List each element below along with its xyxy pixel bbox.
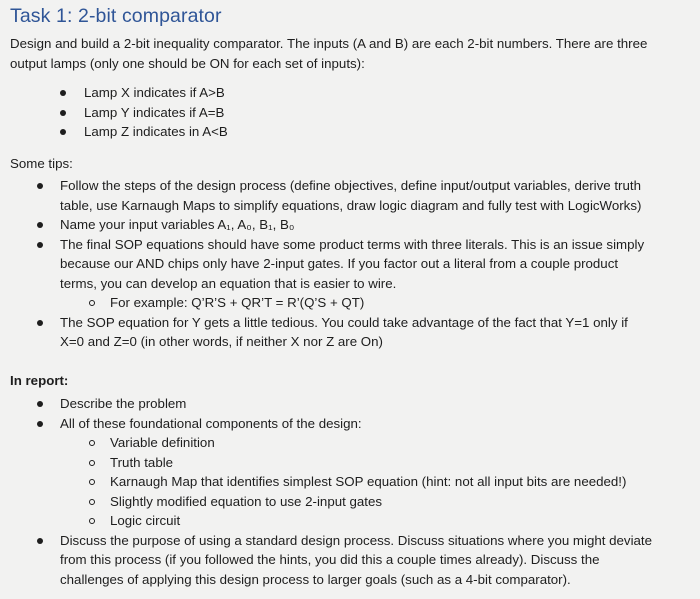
- report-item-text: All of these foundational components of the design:: [60, 415, 362, 431]
- report-heading: In report:: [10, 373, 69, 388]
- tip-item: [34, 235, 654, 313]
- tip-sub-list: [86, 293, 654, 313]
- tip-item: Name your input variables A₁, A₀, B₁, B₀: [34, 215, 654, 235]
- component-item: Variable definition: [86, 433, 654, 453]
- report-item: Discuss the purpose of using a standard design process. Discuss situations where you might deviate from this process (if you followed the hints, you did this a couple times already). Discuss the challenges of applying this design process to larger goals (such as a 4-bit comparator).: [34, 531, 654, 590]
- report-list: [34, 394, 654, 589]
- component-item: Karnaugh Map that identifies simplest SOP equation (hint: not all input bits are needed!): [86, 472, 654, 492]
- tip-text: The final SOP equations should have some product terms with three literals. This is an issue simply because our AND chips only have 2-input gates. If you factor out a literal from a couple product terms, you can develop an equation that is easier to wire.: [60, 236, 645, 291]
- component-item: Logic circuit: [86, 511, 654, 531]
- component-list: [86, 433, 654, 531]
- tips-heading: Some tips:: [10, 156, 73, 171]
- lamp-item-x: Lamp X indicates if A>B: [58, 83, 228, 103]
- lamp-list: [58, 83, 228, 142]
- task-title: Task 1: 2-bit comparator: [10, 5, 222, 27]
- component-item: Truth table: [86, 453, 654, 473]
- tips-list: [34, 176, 654, 352]
- report-item: [34, 414, 654, 531]
- task-intro: Design and build a 2-bit inequality comparator. The inputs (A and B) are each 2-bit numbers. There are three output lamps (only one should be ON for each set of inputs):: [10, 36, 648, 71]
- component-item: Slightly modified equation to use 2-input gates: [86, 492, 654, 512]
- report-item: Describe the problem: [34, 394, 654, 414]
- lamp-item-y: Lamp Y indicates if A=B: [58, 103, 228, 123]
- tip-example: For example: Q’R’S + QR’T = R’(Q’S + QT): [86, 293, 654, 313]
- tip-item: Follow the steps of the design process (define objectives, define input/output variables, derive truth table, use Karnaugh Maps to simplify equations, draw logic diagram and fully test with LogicWorks): [34, 176, 654, 215]
- lamp-item-z: Lamp Z indicates in A<B: [58, 122, 228, 142]
- tip-item: The SOP equation for Y gets a little tedious. You could take advantage of the fact that Y=1 only if X=0 and Z=0 (in other words, if neither X nor Z are On): [34, 313, 654, 352]
